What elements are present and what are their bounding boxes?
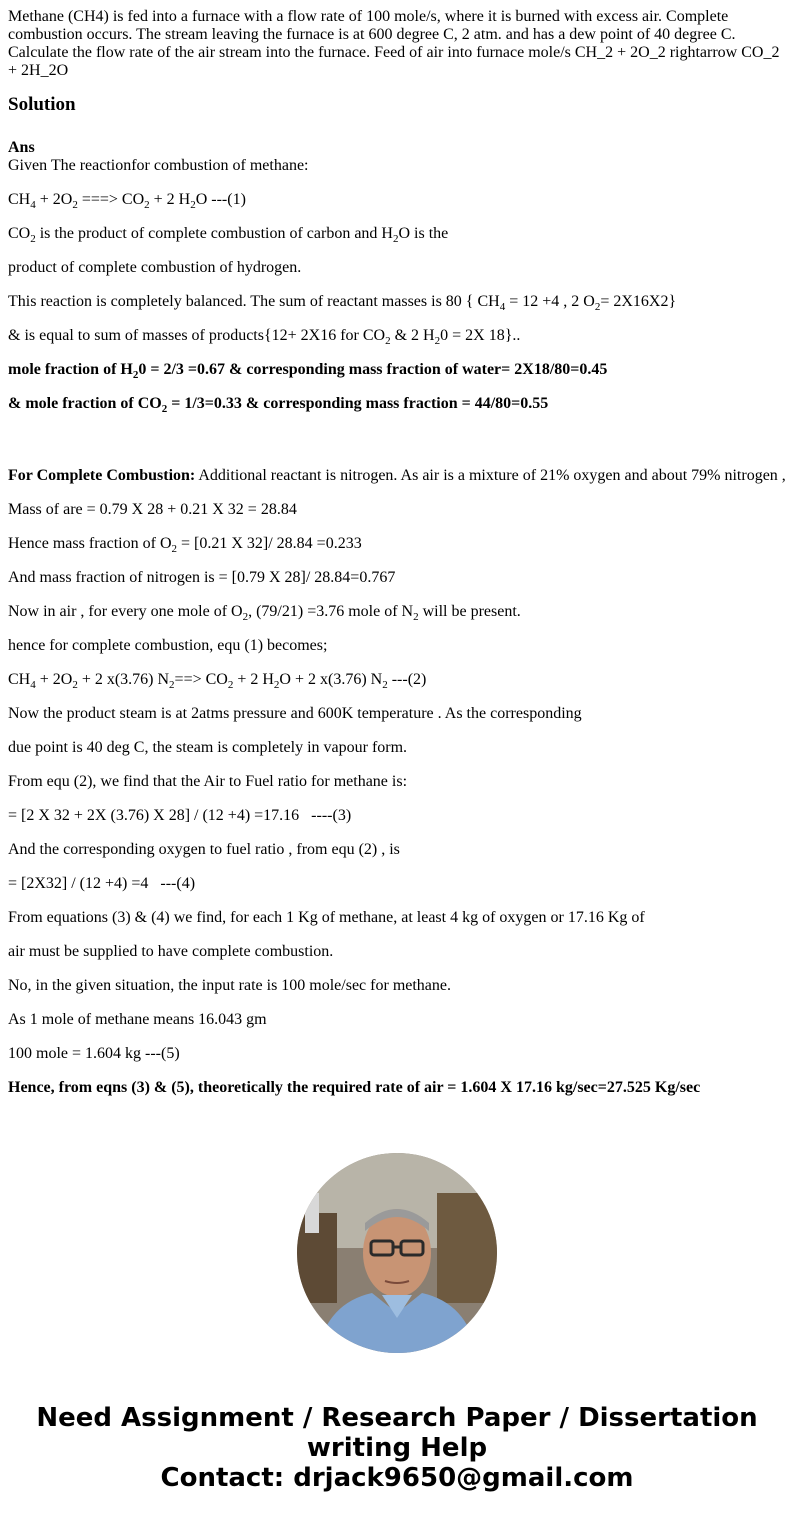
equation-5: 100 mole = 1.604 kg ---(5) <box>8 1045 180 1062</box>
equation-2: $CH_4 + 2O_2 + 2$ x(3.76) $N_2==> CO_2 + 2$ $H_2O + 2$ x(3.76) $N_2$ ---(2) <box>8 671 427 692</box>
product-steam-line: Now the product steam is at 2atms pressure and 600K temperature . As the corresponding <box>8 705 582 722</box>
complete-combustion-line: For Complete Combustion: Additional reactant is nitrogen. As air is a mixture of 21% oxygen and about 79% nitrogen , <box>8 467 786 484</box>
oxygen-ratio-line: And the corresponding oxygen to fuel ratio , from equ (2) , is <box>8 841 400 858</box>
question-block <box>8 8 788 130</box>
person-photo-icon <box>297 1153 497 1353</box>
solution-body <box>8 139 794 1122</box>
promo-contact-line: Contact: drjack9650@gmail.com <box>160 1463 634 1493</box>
input-rate-line: No, in the given situation, the input rate is 100 mole/sec for methane. <box>8 977 452 994</box>
one-mole-line: As 1 mole of methane means 16.043 gm <box>8 1011 267 1028</box>
n2-fraction-line: And mass fraction of nitrogen is = [0.79 X 28]/ 28.84=0.767 <box>8 569 396 586</box>
solution-heading: Solution <box>8 94 76 115</box>
hydrogen-line: product of complete combustion of hydrogen. <box>8 259 302 276</box>
promo-block <box>0 1403 794 1493</box>
co2-fraction-line: & mole fraction of $CO_2 = 1/3=0.33$ & corresponding mass fraction = 44/80=0.55 <box>8 395 549 416</box>
equation-4: = [2X32] / (12 +4) =4 ---(4) <box>8 875 196 892</box>
balance-line: This reaction is completely balanced. The sum of reactant masses is 80 { $CH_4 = 12 +4$ , 2 $O_2= 2X16X2$} <box>8 293 677 314</box>
promo-line-1: Need Assignment / Research Paper / Dissertation <box>36 1403 758 1433</box>
avatar <box>297 1153 497 1353</box>
promo-line-2: writing Help <box>306 1433 488 1463</box>
air-mole-line: Now in air , for every one mole of $O_2$, (79/21) =3.76 mole of $N_2$ will be present. <box>8 603 521 624</box>
hence-line: hence for complete combustion, equ (1) becomes; <box>8 637 328 654</box>
air-supplied-line: air must be supplied to have complete combustion. <box>8 943 334 960</box>
o2-fraction-line: Hence mass fraction of $O_2 = [0.21$ X 32]/ 28.84 =0.233 <box>8 535 362 556</box>
dew-point-line: due point is 40 deg C, the steam is completely in vapour form. <box>8 739 408 756</box>
mass-air-line: Mass of are = 0.79 X 28 + 0.21 X 32 = 28.84 <box>8 501 297 518</box>
ans-label: Ans <box>8 139 35 156</box>
final-line: Hence, from eqns (3) & (5), theoretically the required rate of air = 1.604 X 17.16 kg/sec=27.525 Kg/sec <box>8 1079 701 1096</box>
products-line: & is equal to sum of masses of products{12+ 2X16 for $CO_2$ & 2 $H_20 = 2X$ 18}.. <box>8 327 521 348</box>
from-eq2-line: From equ (2), we find that the Air to Fuel ratio for methane is: <box>8 773 408 790</box>
equation-1: $CH_4 + 2O_2$ ===> $CO_2 + 2$ $H_2O$ ---(1) <box>8 191 246 212</box>
co2-line: $CO_2$ is the product of complete combustion of carbon and $H_2O$ is the <box>8 225 449 246</box>
from-eq34-line: From equations (3) & (4) we find, for each 1 Kg of methane, at least 4 kg of oxygen or 17.16 Kg of <box>8 909 645 926</box>
water-fraction-line: mole fraction of $H_20 = 2/3 =0.67$ & corresponding mass fraction of water= 2X18/80=0.45 <box>8 361 608 382</box>
given-line: Given The reactionfor combustion of methane: <box>8 157 309 174</box>
question-text: Methane (CH4) is fed into a furnace with a flow rate of 100 mole/s, where it is burned with excess air. Complete combustion occurs. The stream leaving the furnace is at 600 degree C, 2 atm. and has a dew point of 40 degree C. Calculate the flow rate of the air stream into the furnace. Feed of air into furnace mole/s CH_2 + 2O_2 rightarrow CO_2 + 2H_2O <box>8 8 780 79</box>
equation-3: = [2 X 32 + 2X (3.76) X 28] / (12 +4) =17.16 ----(3) <box>8 807 352 824</box>
